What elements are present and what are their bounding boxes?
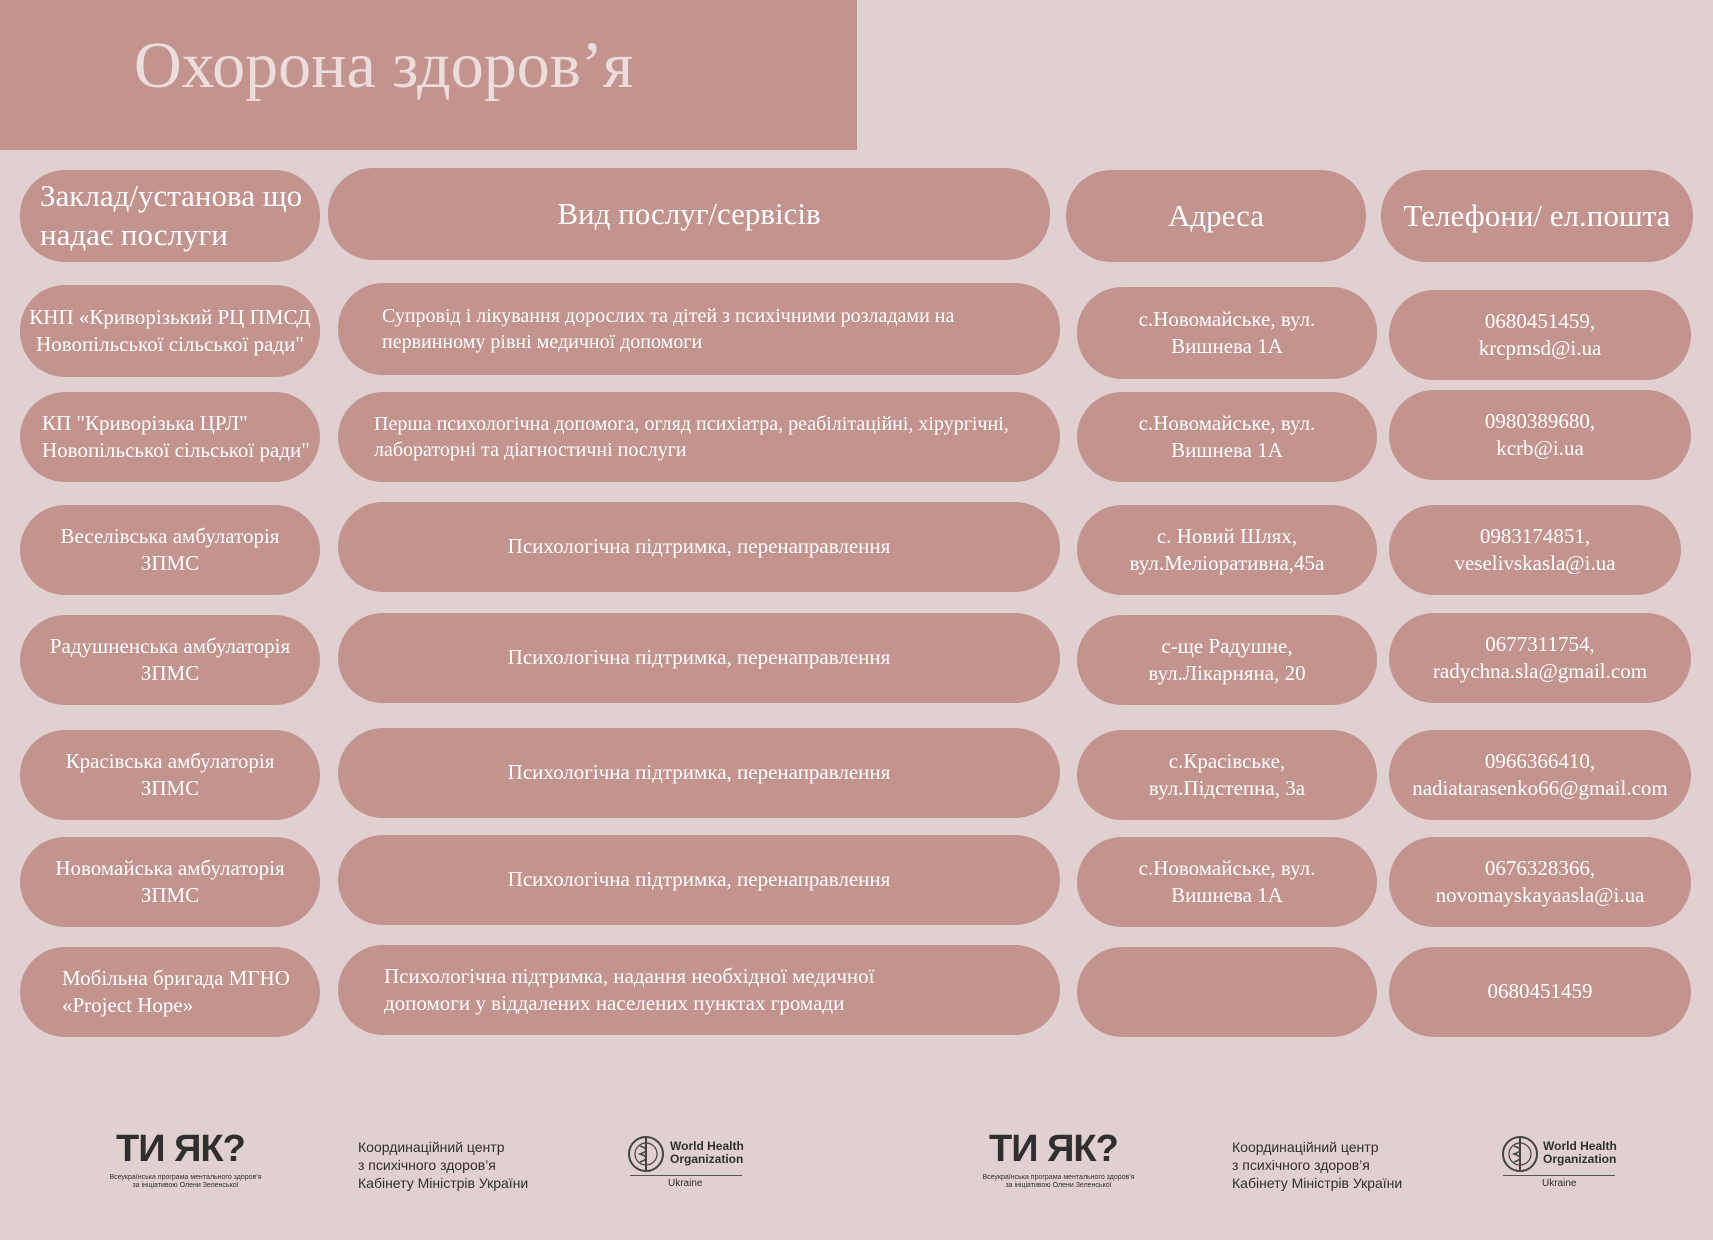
header-contacts-label: Телефони/ ел.пошта xyxy=(1403,197,1671,233)
brand-logo: ТИ ЯК? xyxy=(989,1128,1118,1170)
center-line-2: з психічного здоров’я xyxy=(1232,1157,1370,1174)
row-7-contacts xyxy=(1389,947,1691,1037)
header-services xyxy=(328,168,1050,260)
services-text: Супровід і лікування дорослих та дітей з психічними розладами на первинному рівні медичної допомоги xyxy=(382,305,955,353)
row-2-address xyxy=(1077,392,1377,482)
services-text: Психологічна підтримка, перенаправлення xyxy=(507,645,891,670)
center-line-3: Кабінету Міністрів України xyxy=(358,1175,529,1192)
institution-text: Мобільна бригада МГНО «Project Hope» xyxy=(62,965,290,1017)
row-1-services xyxy=(338,283,1060,375)
row-2-services xyxy=(338,392,1060,482)
header-address xyxy=(1066,170,1366,262)
who-name-line-2: Organization xyxy=(670,1151,744,1166)
institution-text: Новомайська амбулаторія ЗПМС xyxy=(55,855,285,907)
address-text: с-ще Радушне, вул.Лікарняна, 20 xyxy=(1148,633,1306,685)
contacts-text: 0980389680, kcrb@i.ua xyxy=(1484,408,1596,460)
who-divider xyxy=(630,1175,742,1176)
brand-subtitle xyxy=(98,1174,273,1190)
address-text: с.Новомайське, вул. Вишнева 1А xyxy=(1138,306,1316,358)
brand-subtitle-line-1: Всеукраїнська програма ментального здоров’я xyxy=(109,1174,262,1181)
address-text: с.Красівське, вул.Підстепна, 3а xyxy=(1148,748,1306,800)
services-text: Психологічна підтримка, перенаправлення xyxy=(507,867,891,892)
institution-text: Веселівська амбулаторія ЗПМС xyxy=(60,523,280,575)
address-text: с. Новий Шлях, вул.Меліоративна,45а xyxy=(1129,523,1325,575)
services-text: Психологічна підтримка, надання необхідної медичної допомоги у віддалених населених пунктах громади xyxy=(384,963,875,1015)
center-line-2: з психічного здоров’я xyxy=(358,1157,496,1174)
brand-subtitle-line-2: за ініціативою Олени Зеленської xyxy=(1005,1182,1112,1190)
row-1-contacts xyxy=(1389,290,1691,380)
row-4-services xyxy=(338,613,1060,703)
who-country: Ukraine xyxy=(668,1178,703,1189)
row-5-services xyxy=(338,728,1060,818)
coordination-center-text xyxy=(1232,1138,1402,1193)
row-5-institution xyxy=(20,730,320,820)
row-2-contacts xyxy=(1389,390,1691,480)
brand-subtitle xyxy=(971,1174,1146,1190)
row-4-contacts xyxy=(1389,613,1691,703)
row-2-institution xyxy=(20,392,320,482)
header-institution xyxy=(20,170,320,262)
row-3-services xyxy=(338,502,1060,592)
contacts-text: 0677311754, radychna.sla@gmail.com xyxy=(1432,631,1648,683)
row-6-institution xyxy=(20,837,320,927)
brand-subtitle-line-1: Всеукраїнська програма ментального здоров’я xyxy=(982,1174,1135,1181)
center-line-1: Координаційний центр xyxy=(1232,1139,1379,1155)
brand-logo: ТИ ЯК? xyxy=(116,1128,245,1170)
row-4-institution xyxy=(20,615,320,705)
row-6-address xyxy=(1077,837,1377,927)
row-5-contacts xyxy=(1389,730,1691,820)
header-institution-label: Заклад/установа що надає послуги xyxy=(40,178,303,252)
coordination-center-text xyxy=(358,1138,528,1193)
row-3-address xyxy=(1077,505,1377,595)
center-line-3: Кабінету Міністрів України xyxy=(1232,1175,1403,1192)
row-7-address xyxy=(1077,947,1377,1037)
contacts-text: 0676328366, novomayskayaasla@i.ua xyxy=(1435,855,1645,907)
row-5-address xyxy=(1077,730,1377,820)
contacts-text: 0966366410, nadiatarasenko66@gmail.com xyxy=(1412,748,1668,800)
row-6-contacts xyxy=(1389,837,1691,927)
address-text: с.Новомайське, вул. Вишнева 1А xyxy=(1138,855,1316,907)
contacts-text: 0680451459 xyxy=(1487,979,1593,1004)
row-3-contacts xyxy=(1389,505,1681,595)
header-address-label: Адреса xyxy=(1167,197,1265,233)
who-name-line-1: World Health xyxy=(1543,1139,1617,1153)
address-text: с.Новомайське, вул. Вишнева 1А xyxy=(1138,410,1316,462)
contacts-text: 0680451459, krcpmsd@i.ua xyxy=(1478,308,1602,360)
row-3-institution xyxy=(20,505,320,595)
page-title: Охорона здоров’я xyxy=(134,29,634,102)
row-1-institution xyxy=(20,285,320,377)
who-name xyxy=(1543,1140,1617,1165)
services-text: Психологічна підтримка, перенаправлення xyxy=(507,534,891,559)
row-6-services xyxy=(338,835,1060,925)
institution-text: Радушненська амбулаторія ЗПМС xyxy=(49,633,291,685)
who-divider xyxy=(1503,1175,1615,1176)
row-7-services xyxy=(338,945,1060,1035)
header-services-label: Вид послуг/сервісів xyxy=(557,195,821,231)
institution-text: Красівська амбулаторія ЗПМС xyxy=(65,748,275,800)
who-country: Ukraine xyxy=(1542,1178,1577,1189)
header-contacts xyxy=(1381,170,1693,262)
services-text: Психологічна підтримка, перенаправлення xyxy=(507,760,891,785)
row-7-institution xyxy=(20,947,320,1037)
who-emblem-icon xyxy=(1500,1134,1540,1174)
services-text: Перша психологічна допомога, огляд психіатра, реабілітаційні, хірургічні, лабораторні та діагностичні послуги xyxy=(374,413,1009,461)
who-name-line-2: Organization xyxy=(1543,1151,1617,1166)
center-line-1: Координаційний центр xyxy=(358,1139,505,1155)
who-name-line-1: World Health xyxy=(670,1139,744,1153)
contacts-text: 0983174851, veselivskasla@i.ua xyxy=(1454,523,1616,575)
who-emblem-icon xyxy=(626,1134,666,1174)
row-1-address xyxy=(1077,287,1377,379)
row-4-address xyxy=(1077,615,1377,705)
institution-text: КНП «Криворізький РЦ ПМСД Новопільської сільської ради" xyxy=(29,304,311,356)
brand-subtitle-line-2: за ініціативою Олени Зеленської xyxy=(132,1182,239,1190)
who-name xyxy=(670,1140,744,1165)
institution-text: КП "Криворізька ЦРЛ" Новопільської сільської ради" xyxy=(42,410,310,462)
